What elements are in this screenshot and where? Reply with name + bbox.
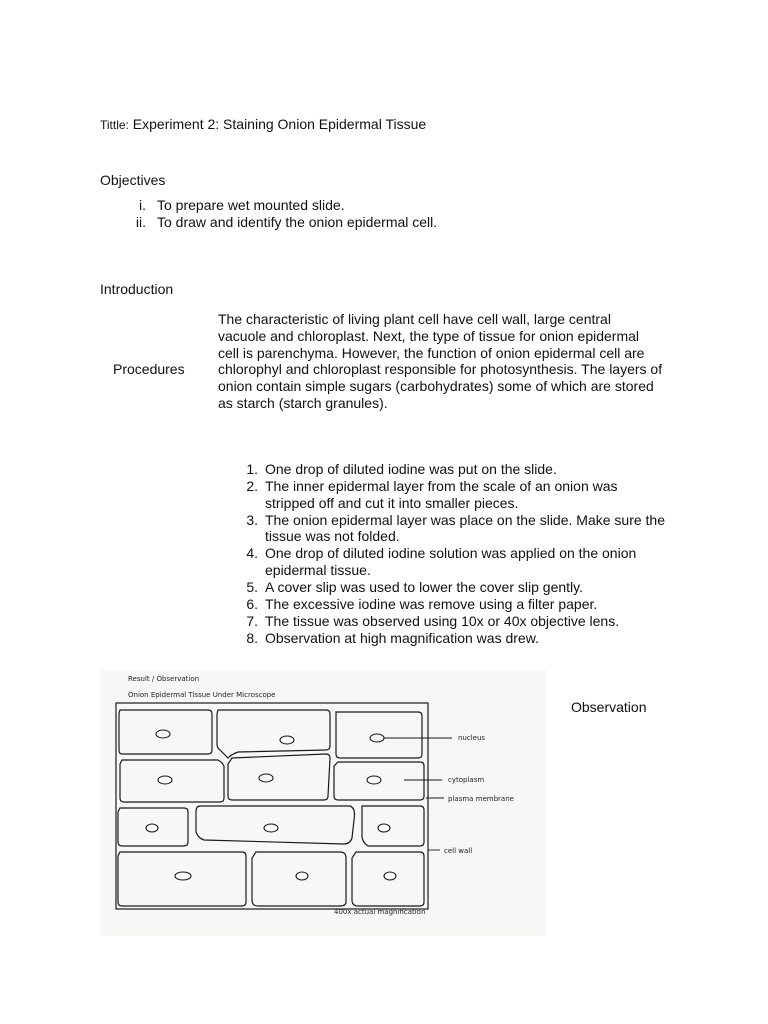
procedure-item	[238, 613, 668, 630]
procedure-number: 6.	[246, 595, 258, 612]
procedures-label: Procedures	[113, 361, 185, 377]
procedure-text: The inner epidermal layer from the scale of an onion was stripped off and cut it into smaller pieces.	[265, 478, 618, 511]
objectives-list	[100, 197, 520, 231]
onion-cell-drawing	[100, 670, 546, 936]
procedure-text: A cover slip was used to lower the cover slip gently.	[265, 578, 584, 595]
magnification-label: 400x actual magnification	[334, 908, 426, 916]
label-nucleus: nucleus	[458, 734, 486, 742]
drawing-subtitle: Onion Epidermal Tissue Under Microscope	[128, 691, 276, 699]
objective-item	[100, 197, 520, 214]
title-text: Experiment 2: Staining Onion Epidermal Tissue	[128, 116, 427, 132]
label-plasma-membrane: plasma membrane	[448, 795, 514, 803]
title-prefix: Tittle:	[100, 118, 129, 132]
procedure-text: The onion epidermal layer was place on the slide. Make sure the tissue was not folded.	[265, 511, 665, 545]
procedure-item	[238, 596, 668, 613]
objective-item	[100, 214, 520, 231]
procedure-number: 1.	[246, 461, 258, 477]
procedures-list	[238, 461, 668, 647]
objective-number: ii.	[135, 214, 146, 230]
procedure-text: The tissue was observed using 10x or 40x objective lens.	[265, 612, 620, 629]
objectives-heading: Objectives	[100, 172, 166, 188]
onion-cell-drawing-svg	[100, 670, 546, 936]
procedure-text: Observation at high magnification was drew.	[265, 629, 539, 646]
label-cytoplasm: cytoplasm	[448, 776, 485, 784]
procedure-number: 8.	[246, 629, 258, 646]
procedure-text: One drop of diluted iodine solution was applied on the onion epidermal tissue.	[265, 545, 637, 578]
document-title	[100, 116, 426, 132]
objective-text: To draw and identify the onion epidermal cell.	[157, 214, 438, 230]
procedure-number: 2.	[246, 478, 258, 494]
objective-number: i.	[139, 197, 146, 213]
drawing-heading: Result / Observation	[128, 675, 200, 683]
introduction-paragraph: The characteristic of living plant cell have cell wall, large central vacuole and chloroplast. Next, the type of tissue for onion epidermal cell is parenchyma. However, the function of onion epidermal cell are chlorophyl and chloroplast responsible for photosynthesis. The layers of onion contain simple sugars (carbohydrates) some of which are stored as starch (starch granules).	[218, 311, 663, 411]
procedure-item	[238, 545, 668, 579]
procedure-text: The excessive iodine was remove using a filter paper.	[265, 595, 598, 612]
label-cell-wall: cell wall	[444, 847, 473, 855]
procedure-item	[238, 512, 668, 546]
procedure-text: One drop of diluted iodine was put on the slide.	[265, 461, 557, 477]
procedure-item	[238, 630, 668, 647]
introduction-heading: Introduction	[100, 281, 174, 297]
procedure-item	[238, 579, 668, 596]
objective-text: To prepare wet mounted slide.	[157, 197, 345, 213]
procedure-number: 3.	[246, 511, 258, 528]
procedure-item	[238, 478, 668, 512]
procedure-number: 5.	[246, 578, 258, 595]
procedure-number: 4.	[246, 545, 258, 562]
procedure-number: 7.	[246, 612, 258, 629]
observation-label: Observation	[571, 699, 647, 715]
procedure-item	[238, 461, 668, 478]
